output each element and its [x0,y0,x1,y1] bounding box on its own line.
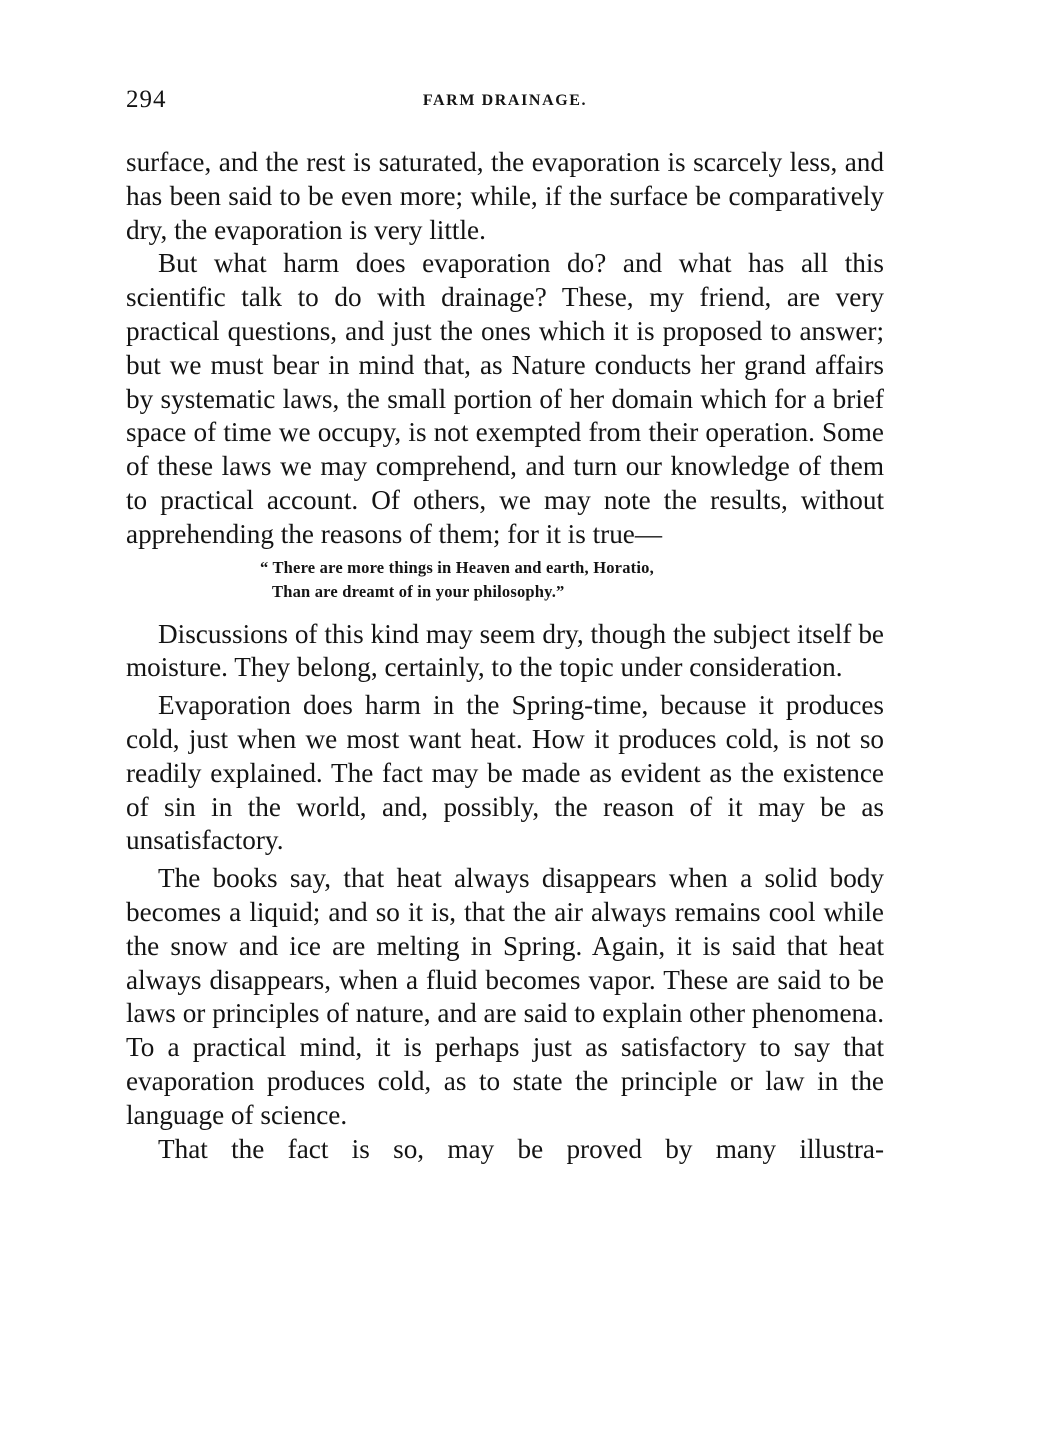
running-title: FARM DRAINAGE. [422,92,588,109]
paragraph-spring-time: Evaporation does harm in the Spring-time, because it produces cold, just when we most want heat. How it produces cold, is not so readily explained. The fact may be made as evident as the existence of sin in the world, and, possibly, the reason of it may be as unsatisfactory. [126,690,884,856]
body-text [126,146,884,1166]
paragraph-evaporation-harm: But what harm does evaporation do? and what has all this scientific talk to do with drainage? These, my friend, are very practical questions, and just the ones which it is proposed to answer; but we must bear in mind that, as Nature conducts her grand affairs by systematic laws, the small portion of her domain which for a brief space of time we occupy, is not exempted from their operation. Some of these laws we may comprehend, and turn our knowledge of them to practical account. Of others, we may note the results, without apprehending the reasons of them; for it is true— [126,248,884,549]
block-quote [260,556,884,604]
quote-line-1: “ There are more things in Heaven and earth, Horatio, [260,557,654,577]
paragraph-books-say: The books say, that heat always disappears when a solid body becomes a liquid; and so it is, that the air always remains cool while the snow and ice are melting in Spring. Again, it is said that heat always disappears, when a fluid becomes vapor. These are said to be laws or principles of nature, and are said to explain other phenomena. To a practical mind, it is perhaps just as satisfactory to say that evaporation produces cold, as to state the principle or law in the language of science. [126,863,884,1130]
running-head [126,86,884,126]
quote-line-2: Than are dreamt of in your philosophy.” [272,581,565,601]
book-page [126,86,884,1166]
page-number: 294 [126,86,167,113]
paragraph-continuation: surface, and the rest is saturated, the evaporation is scarcely less, and has been said to be even more; while, if the surface be comparatively dry, the evaporation is very little. [126,147,884,245]
paragraph-fact-proved: That the fact is so, may be proved by many illustra- [158,1133,884,1164]
paragraph-discussions: Discussions of this kind may seem dry, though the subject itself be moisture. They belong, certainly, to the topic under consideration. [126,618,884,683]
